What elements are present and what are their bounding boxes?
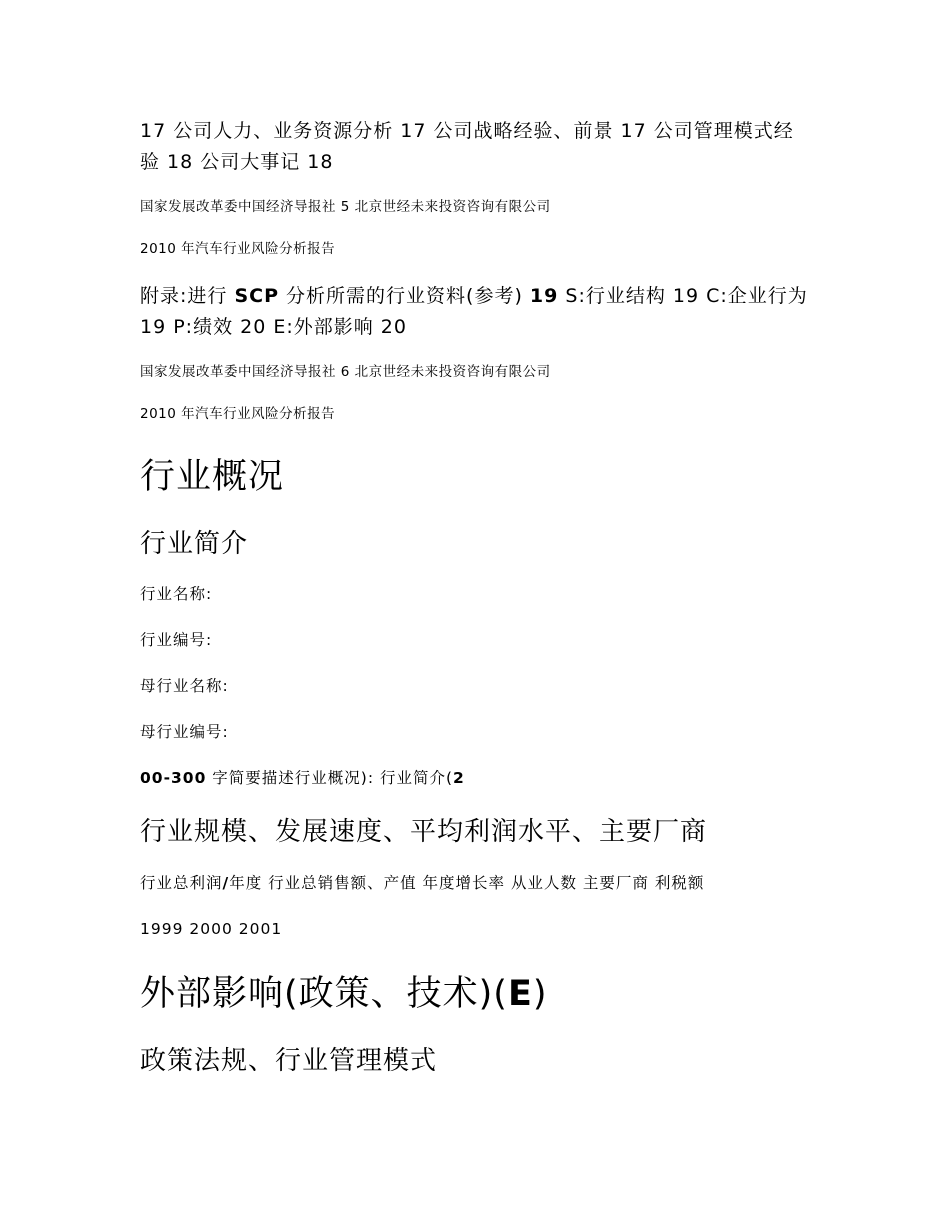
section2-letter: E — [507, 974, 533, 1014]
toc-entries-company: 17 公司人力、业务资源分析 17 公司战略经验、前景 17 公司管理模式经验 18 公司大事记 18 — [140, 120, 794, 173]
section2-title: 外部影响(政策、技术)( — [140, 974, 508, 1014]
section2-close: ) — [532, 974, 548, 1014]
subsection-title-policy: 政策法规、行业管理模式 — [140, 1046, 438, 1076]
header-columns: 年度 行业总销售额、产值 年度增长率 从业人数 主要厂商 利税额 — [229, 874, 705, 892]
toc-appendix-title: 分析所需的行业资料(参考) — [279, 285, 530, 307]
page-header: 2010 年汽车行业风险分析报告 — [140, 406, 336, 422]
subsection-title-industry-intro: 行业简介 — [140, 529, 249, 559]
summary-text: 字简要描述行业概况): 行业简介( — [206, 769, 454, 787]
industry-summary-line — [140, 767, 820, 789]
subsection-title-industry-scale: 行业规模、发展速度、平均利润水平、主要厂商 — [140, 817, 708, 847]
page-footer: 国家发展改革委中国经济导报社 5 北京世经未来投资咨询有限公司 — [140, 199, 551, 215]
header-total-profit: 行业总利润 — [140, 874, 223, 892]
toc-appendix-rest: S:行业结构 19 C:企业行为 19 P:绩效 20 E:外部影响 20 — [140, 285, 808, 338]
field-parent-industry-code: 母行业编号: — [140, 723, 229, 741]
header-slash: / — [222, 874, 230, 892]
toc-appendix-page: 19 — [529, 285, 559, 307]
section-title-industry-overview: 行业概况 — [140, 457, 285, 497]
toc-entries-appendix — [140, 281, 810, 343]
section-title-external-impact — [140, 971, 820, 1017]
page-header: 2010 年汽车行业风险分析报告 — [140, 241, 336, 257]
scale-table-header — [140, 872, 820, 894]
summary-range: 00-300 — [140, 769, 207, 787]
field-industry-name: 行业名称: — [140, 585, 213, 603]
field-industry-code: 行业编号: — [140, 631, 213, 649]
toc-appendix-scp: SCP — [234, 285, 280, 307]
page-footer: 国家发展改革委中国经济导报社 6 北京世经未来投资咨询有限公司 — [140, 364, 551, 380]
field-parent-industry-name: 母行业名称: — [140, 677, 229, 695]
toc-appendix-prefix: 附录:进行 — [140, 285, 235, 307]
summary-suffix: 2 — [453, 769, 465, 787]
scale-table-years: 1999 2000 2001 — [140, 920, 283, 938]
